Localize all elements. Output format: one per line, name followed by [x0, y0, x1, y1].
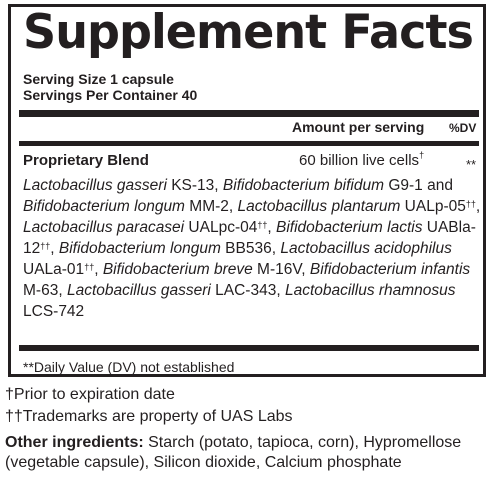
strain-genus: Bifidobacterium bifidum — [222, 177, 385, 194]
strain-code: UALp-05 — [400, 198, 466, 215]
other-ingredients — [5, 433, 493, 473]
strain-item — [59, 240, 272, 257]
strain-genus: Lactobacillus rhamnosus — [284, 282, 456, 299]
servings-per-container: Servings Per Container 40 — [23, 87, 198, 103]
thick-divider-3 — [19, 345, 479, 351]
strain-mark: †† — [40, 241, 51, 251]
strain-code: G9-1 — [384, 177, 423, 194]
strain-genus: Bifidobacterium longum — [23, 198, 185, 215]
strain-code: UALpc-04 — [184, 219, 258, 236]
strain-list: Lactobacillus gasseri KS-13, Bifidobacterium bifidum G9-1 and Bifidobacterium longum MM-2, Lactobacillus plantarum UALp-05††, Lactobacillus paracasei UALpc-04††, Bifidobacterium lactis UABla-12††, Bifidobacterium longum BB536, Lactobacillus acidophilus UALa-01††, Bifidobacterium breve M-16V, Bifidobacterium infantis M-63, Lactobacillus gasseri LAC-343, Lactobacillus rhamnosus LCS-742 — [23, 177, 481, 320]
strain-code: BB536 — [220, 240, 272, 257]
footnote-expiration: †Prior to expiration date — [5, 386, 175, 403]
strain-genus: Bifidobacterium infantis — [309, 261, 471, 278]
strain-item — [23, 177, 214, 194]
blend-amount: 60 billion live cells† — [299, 150, 425, 169]
serving-size: Serving Size 1 capsule — [23, 71, 174, 87]
strain-item — [67, 282, 276, 299]
strain-item — [223, 177, 423, 194]
strain-code: LAC-343 — [210, 282, 277, 299]
strain-item — [103, 261, 301, 278]
strain-genus: Lactobacillus plantarum — [237, 198, 401, 215]
strain-mark: †† — [257, 220, 268, 230]
thick-divider — [19, 110, 479, 117]
amount-header: Amount per serving — [292, 119, 425, 135]
blend-name: Proprietary Blend — [23, 152, 149, 169]
other-ingredients-text: Starch (potato, tapioca, corn), Hypromellose (vegetable capsule), Silicon dioxide, Calcium phosphate — [5, 434, 462, 471]
dv-footnote: **Daily Value (DV) not established — [23, 359, 235, 375]
strain-code: MM-2 — [184, 198, 229, 215]
strain-code: UABla-12 — [23, 219, 476, 257]
strain-item — [23, 219, 267, 236]
strain-genus: Bifidobacterium breve — [102, 261, 253, 278]
panel-title: Supplement Facts — [23, 5, 473, 60]
other-ingredients-label: Other ingredients: — [5, 434, 144, 451]
strain-genus: Lactobacillus gasseri — [23, 177, 167, 194]
strain-genus: Lactobacillus acidophilus — [280, 240, 452, 257]
strain-code: UALa-01 — [23, 261, 85, 278]
serving-info — [23, 71, 197, 103]
strain-item — [23, 198, 229, 215]
dv-header: %DV — [449, 121, 477, 135]
strain-code: KS-13 — [166, 177, 215, 194]
strain-genus: Lactobacillus gasseri — [66, 282, 211, 299]
strain-genus: Bifidobacterium lactis — [276, 219, 423, 236]
strain-item — [238, 198, 476, 215]
footnote-trademarks: ††Trademarks are property of UAS Labs — [5, 408, 293, 425]
strain-genus: Bifidobacterium longum — [58, 240, 221, 257]
blend-dv: ** — [466, 157, 477, 172]
thick-divider-2 — [19, 141, 479, 146]
strain-code: LCS-742 — [23, 303, 85, 320]
strain-mark: †† — [84, 262, 95, 272]
strain-code: M-63 — [23, 282, 59, 299]
strain-mark: †† — [465, 199, 476, 209]
strain-genus: Lactobacillus paracasei — [23, 219, 185, 236]
supplement-facts-panel — [8, 4, 486, 377]
strain-code: M-16V — [252, 261, 302, 278]
